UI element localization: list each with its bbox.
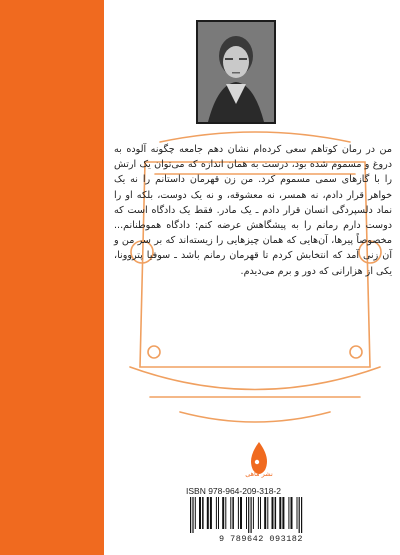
orange-spine-band — [0, 0, 104, 555]
author-photo — [196, 20, 276, 124]
isbn-label: ISBN 978-964-209-318-2 — [186, 486, 281, 496]
back-cover-blurb — [114, 142, 392, 279]
isbn-barcode — [186, 497, 336, 545]
barcode-digits: 9 789642 093182 — [218, 534, 303, 544]
publisher-name: نشر ماهی — [245, 470, 273, 478]
barcode-bars — [186, 497, 336, 533]
blurb-paragraph: من در رمان کوتاهم سعی کرده‌ام نشان دهم جامعه چگونه آلوده به دروغ و مسموم شده بود، درست به همان اندازه که می‌توان یک ارتش را با گازهای سمی مسموم کرد. من زن قهرمان داستانم را نه یک خواهر قرار دادم، نه همسر، نه معشوقه، و نه یک دوست، بلکه او را نماد دلسپردگی انسان قرار دادم ـ یک مادر. فقط یک دادگاه است که دوست دارم رمانم را به پیشگاهش عرضه کنم: دادگاه هموطنانم... مخصوصاً پیرها، آن‌هایی که همان چیزهایی را زیسته‌اند که بر سر من و آن زنی آمد که انتخابش کردم تا قهرمان رمانم باشد ـ سوفیا پتروونا، یکی از هزارانی که دور و برم می‌دیدم. — [114, 144, 392, 277]
